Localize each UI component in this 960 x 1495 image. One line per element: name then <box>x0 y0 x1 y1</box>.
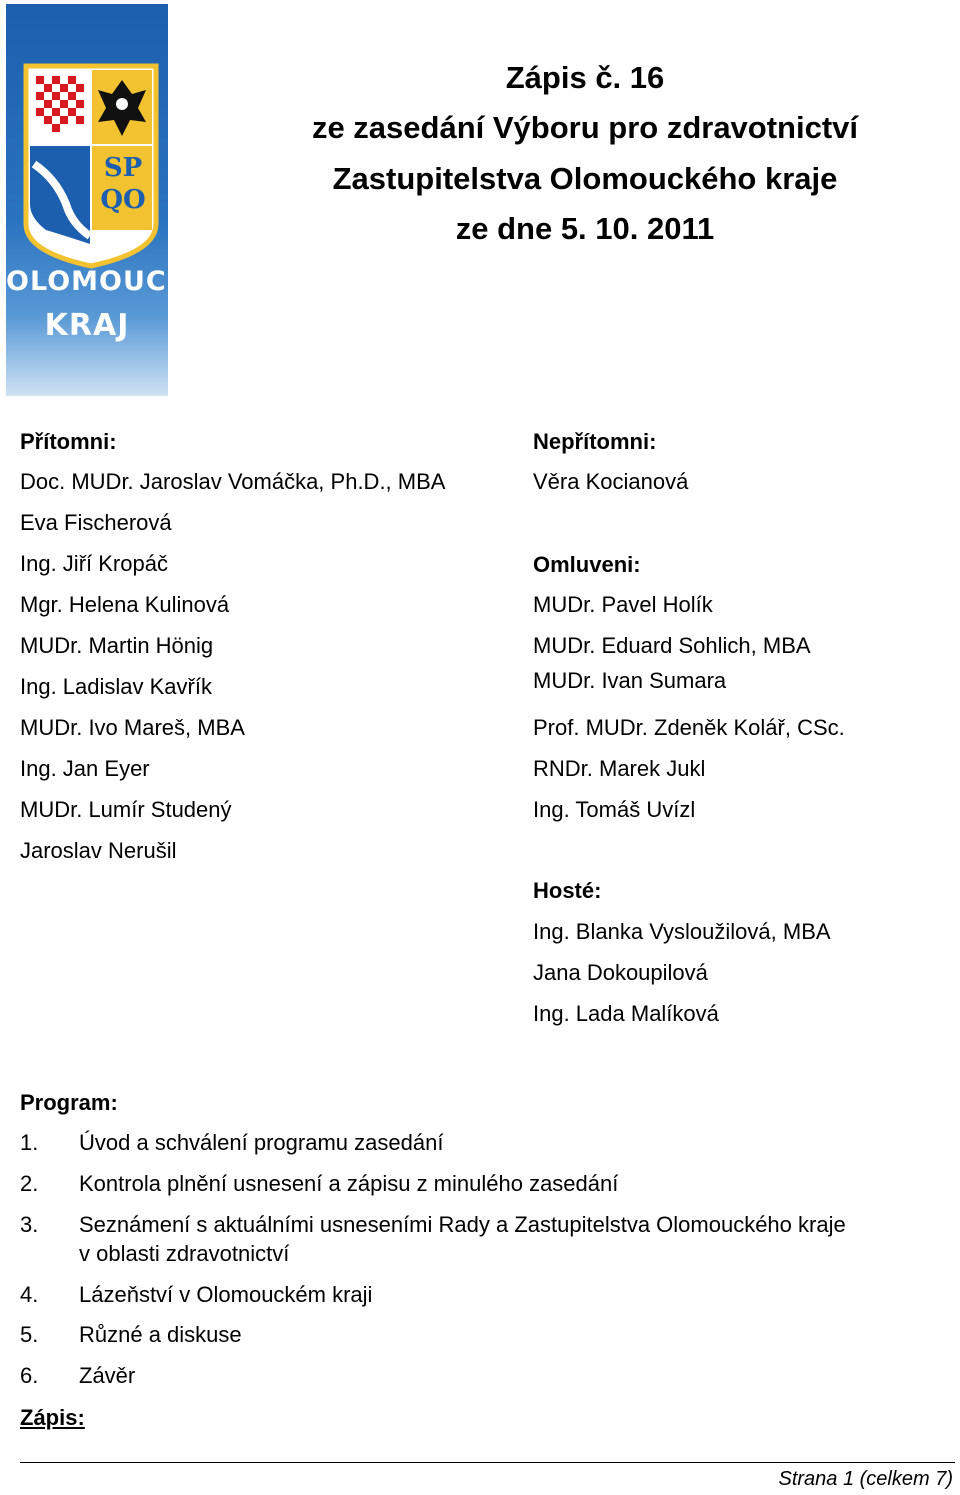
region-name-line2: KRAJ <box>44 308 130 343</box>
excused-name: RNDr. Marek Jukl <box>533 756 706 781</box>
excused-name: Ing. Tomáš Uvízl <box>533 797 696 822</box>
absent-name: Věra Kocianová <box>533 469 689 494</box>
document-title: Zápis č. 16 <box>505 60 665 95</box>
program-item-number: 4. <box>20 1282 39 1307</box>
guest-name: Ing. Lada Malíková <box>533 1001 719 1026</box>
present-name: Ing. Jiří Kropáč <box>20 551 168 576</box>
excused-name: MUDr. Ivan Sumara <box>533 668 727 693</box>
excused-name: Prof. MUDr. Zdeněk Kolář, CSc. <box>533 715 845 740</box>
present-name: Ing. Jan Eyer <box>20 756 150 781</box>
olomoucky-kraj-logo <box>6 4 210 396</box>
excused-heading: Omluveni: <box>533 552 641 577</box>
present-name: MUDr. Martin Hönig <box>20 633 214 658</box>
program-item-text: Závěr <box>79 1363 136 1388</box>
present-name: Mgr. Helena Kulinová <box>20 592 230 617</box>
absent-heading: Nepřítomni: <box>533 429 657 454</box>
guest-name: Jana Dokoupilová <box>533 960 708 985</box>
program-item-number: 3. <box>20 1212 39 1237</box>
document-subtitle-2: Zastupitelstva Olomouckého kraje <box>332 161 838 196</box>
guest-name: Ing. Blanka Vysloužilová, MBA <box>533 919 831 944</box>
footer-divider <box>20 1462 955 1463</box>
program-item-text: Úvod a schválení programu zasedání <box>79 1130 444 1155</box>
present-name: MUDr. Ivo Mareš, MBA <box>20 715 245 740</box>
program-item-text: Lázeňství v Olomouckém kraji <box>79 1282 373 1307</box>
present-name: Eva Fischerová <box>20 510 172 535</box>
present-name: Jaroslav Nerušil <box>20 838 177 863</box>
excused-name: MUDr. Pavel Holík <box>533 592 713 617</box>
emblem-text-qo: QO <box>100 185 146 215</box>
minutes-heading: Zápis: <box>20 1405 85 1430</box>
present-name: MUDr. Lumír Studený <box>20 797 232 822</box>
emblem-text-sp: SP <box>103 153 143 183</box>
region-name-line1: OLOMOUCKÝ <box>6 266 210 297</box>
program-item-number: 5. <box>20 1322 39 1347</box>
document-date: ze dne 5. 10. 2011 <box>455 211 715 246</box>
program-item-number: 1. <box>20 1130 39 1155</box>
guests-heading: Hosté: <box>533 878 602 903</box>
excused-name: MUDr. Eduard Sohlich, MBA <box>533 633 811 658</box>
program-item-text-continued: v oblasti zdravotnictví <box>79 1241 290 1266</box>
program-item-number: 2. <box>20 1171 39 1196</box>
program-item-text: Seznámení s aktuálními usneseními Rady a Zastupitelstva Olomouckého kraje <box>79 1212 846 1237</box>
program-item-text: Kontrola plnění usnesení a zápisu z minulého zasedání <box>79 1171 619 1196</box>
program-item-text: Různé a diskuse <box>79 1322 242 1347</box>
present-heading: Přítomni: <box>20 429 117 454</box>
program-heading: Program: <box>20 1090 118 1115</box>
page-number: Strana 1 (celkem 7) <box>778 1468 953 1490</box>
present-name: Doc. MUDr. Jaroslav Vomáčka, Ph.D., MBA <box>20 469 446 494</box>
program-item-number: 6. <box>20 1363 39 1388</box>
document-subtitle-1: ze zasedání Výboru pro zdravotnictví <box>311 110 859 145</box>
present-name: Ing. Ladislav Kavřík <box>20 674 212 699</box>
